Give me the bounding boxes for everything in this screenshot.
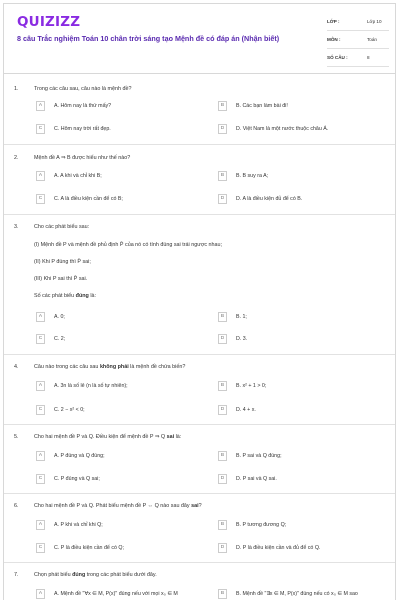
- meta-value: Lớp 10: [367, 19, 382, 24]
- question-number: 2.: [14, 155, 19, 161]
- question-divider: [4, 424, 395, 425]
- option-b[interactable]: [218, 381, 388, 393]
- question-subprompt: Số các phát biểu đúng là:: [34, 293, 97, 299]
- statement-line: (III) Khi P sai thì P̄ sai.: [34, 276, 88, 282]
- question-text: Câu nào trong các câu sau không phải là mệnh đề chứa biến?: [34, 364, 186, 370]
- question-number: 3.: [14, 224, 19, 230]
- option-text: B. P sai và Q đúng;: [236, 453, 282, 459]
- option-letter-box: B: [218, 381, 227, 391]
- option-letter-box: B: [218, 171, 227, 181]
- option-a[interactable]: [36, 520, 211, 532]
- option-text: D. A là điều kiện đủ để có B.: [236, 196, 303, 202]
- question-divider: [4, 214, 395, 215]
- option-text: B. 1;: [236, 314, 247, 320]
- option-letter-box: C: [36, 474, 45, 484]
- worksheet-page: [3, 3, 396, 600]
- question-text: Trong các câu sau, câu nào là mệnh đề?: [34, 86, 132, 92]
- option-letter-box: A: [36, 589, 45, 599]
- option-a[interactable]: [36, 381, 211, 393]
- option-text: A. P khi và chỉ khi Q;: [54, 522, 103, 528]
- option-text: D. P là điều kiện cần và đủ để có Q.: [236, 545, 321, 551]
- quizizz-logo: QUIZIZZ: [17, 14, 81, 30]
- option-letter-box: A: [36, 101, 45, 111]
- question-text: Chọn phát biểu đúng trong các phát biểu dưới đây.: [34, 572, 157, 578]
- option-text: A. P đúng và Q đúng;: [54, 453, 105, 459]
- option-letter-box: D: [218, 405, 227, 415]
- option-d[interactable]: [218, 405, 388, 417]
- option-text: B. x² + 1 > 0;: [236, 383, 267, 389]
- statement-line: (II) Khi P đúng thì P̄ sai;: [34, 259, 91, 265]
- worksheet-title: 8 câu Trắc nghiệm Toán 10 chân trời sáng tạo Mệnh đề có đáp án (Nhận biết): [17, 34, 280, 43]
- option-c[interactable]: [36, 405, 211, 417]
- option-b[interactable]: [218, 451, 388, 463]
- question-divider: [4, 144, 395, 145]
- option-letter-box: C: [36, 194, 45, 204]
- option-text: D. Việt Nam là một nước thuộc châu Á.: [236, 126, 329, 132]
- option-text: A. Mệnh đề "∀x ∈ M, P(x)" đúng nếu với mọi x₀ ∈ M: [54, 591, 178, 597]
- option-text: B. B suy ra A;: [236, 173, 269, 179]
- option-letter-box: B: [218, 101, 227, 111]
- option-letter-box: B: [218, 520, 227, 530]
- question-number: 6.: [14, 503, 19, 509]
- meta-value: 8: [367, 55, 370, 60]
- option-text: C. 2 − x² < 0;: [54, 407, 85, 413]
- option-c[interactable]: [36, 194, 211, 206]
- option-text: B. P tương đương Q;: [236, 522, 287, 528]
- option-letter-box: D: [218, 124, 227, 134]
- option-letter-box: D: [218, 334, 227, 344]
- question-divider: [4, 562, 395, 563]
- option-a[interactable]: [36, 312, 211, 324]
- option-a[interactable]: [36, 101, 211, 113]
- question-number: 4.: [14, 364, 19, 370]
- option-letter-box: A: [36, 520, 45, 530]
- meta-key: LỚP :: [327, 19, 340, 24]
- option-b[interactable]: [218, 171, 388, 183]
- option-a[interactable]: [36, 589, 211, 600]
- question-text: Cho hai mệnh đề P và Q. Điều kiện để mệnh đề P ⇒ Q sai là:: [34, 434, 182, 440]
- worksheet-header: [4, 4, 395, 74]
- option-letter-box: B: [218, 451, 227, 461]
- option-d[interactable]: [218, 474, 388, 486]
- meta-key: MÔN :: [327, 37, 341, 42]
- option-letter-box: A: [36, 451, 45, 461]
- question-text: Cho các phát biểu sau:: [34, 224, 90, 230]
- option-letter-box: D: [218, 543, 227, 553]
- option-b[interactable]: [218, 520, 388, 532]
- option-text: C. 2;: [54, 336, 66, 342]
- option-text: C. A là điều kiện cần để có B;: [54, 196, 123, 202]
- option-c[interactable]: [36, 474, 211, 486]
- option-text: A. 3n là số lẻ (n là số tự nhiên);: [54, 383, 128, 389]
- option-text: C. Hôm nay trời rất đẹp.: [54, 126, 111, 132]
- option-d[interactable]: [218, 543, 388, 555]
- option-c[interactable]: [36, 124, 211, 136]
- option-text: A. Hôm nay là thứ mấy?: [54, 103, 112, 109]
- option-letter-box: D: [218, 474, 227, 484]
- question-divider: [4, 354, 395, 355]
- statement-line: (I) Mệnh đề P và mệnh đề phủ định P̄ của nó có tính đúng sai trái ngược nhau;: [34, 242, 223, 248]
- meta-row-count: [327, 52, 389, 67]
- option-b[interactable]: [218, 589, 388, 600]
- option-text: D. P sai và Q sai.: [236, 476, 277, 482]
- meta-key: SỐ CÂU :: [327, 55, 348, 60]
- option-d[interactable]: [218, 124, 388, 136]
- option-text: D. 3.: [236, 336, 248, 342]
- question-divider: [4, 493, 395, 494]
- question-number: 5.: [14, 434, 19, 440]
- option-letter-box: A: [36, 381, 45, 391]
- option-letter-box: A: [36, 171, 45, 181]
- option-d[interactable]: [218, 334, 388, 346]
- option-letter-box: D: [218, 194, 227, 204]
- option-b[interactable]: [218, 101, 388, 113]
- option-text: C. P đúng và Q sai;: [54, 476, 100, 482]
- option-a[interactable]: [36, 451, 211, 463]
- option-letter-box: C: [36, 543, 45, 553]
- option-c[interactable]: [36, 334, 211, 346]
- worksheet-meta: [327, 16, 389, 70]
- option-letter-box: A: [36, 312, 45, 322]
- option-letter-box: C: [36, 124, 45, 134]
- meta-value: Toán: [367, 37, 377, 42]
- question-number: 1.: [14, 86, 19, 92]
- meta-row-class: [327, 16, 389, 31]
- option-c[interactable]: [36, 543, 211, 555]
- option-b[interactable]: [218, 312, 388, 324]
- option-text: A. 0;: [54, 314, 65, 320]
- option-letter-box: B: [218, 589, 227, 599]
- option-text: B. Các bạn làm bài đi!: [236, 103, 288, 109]
- option-text: D. 4 + x.: [236, 407, 256, 413]
- meta-row-subject: [327, 34, 389, 49]
- option-letter-box: C: [36, 405, 45, 415]
- question-text: Mệnh đề A ⇒ B được hiểu như thế nào?: [34, 155, 131, 161]
- option-a[interactable]: [36, 171, 211, 183]
- option-text: B. Mệnh đề "∃x ∈ M, P(x)" đúng nếu có x₀ ∈ M sao: [236, 591, 358, 597]
- question-text: Cho hai mệnh đề P và Q. Phát biểu mệnh đề P ⇔ Q nào sau đây sai?: [34, 503, 202, 509]
- option-d[interactable]: [218, 194, 388, 206]
- question-number: 7.: [14, 572, 19, 578]
- option-text: A. A khi và chỉ khi B;: [54, 173, 102, 179]
- option-letter-box: B: [218, 312, 227, 322]
- option-letter-box: C: [36, 334, 45, 344]
- option-text: C. P là điều kiện cần để có Q;: [54, 545, 124, 551]
